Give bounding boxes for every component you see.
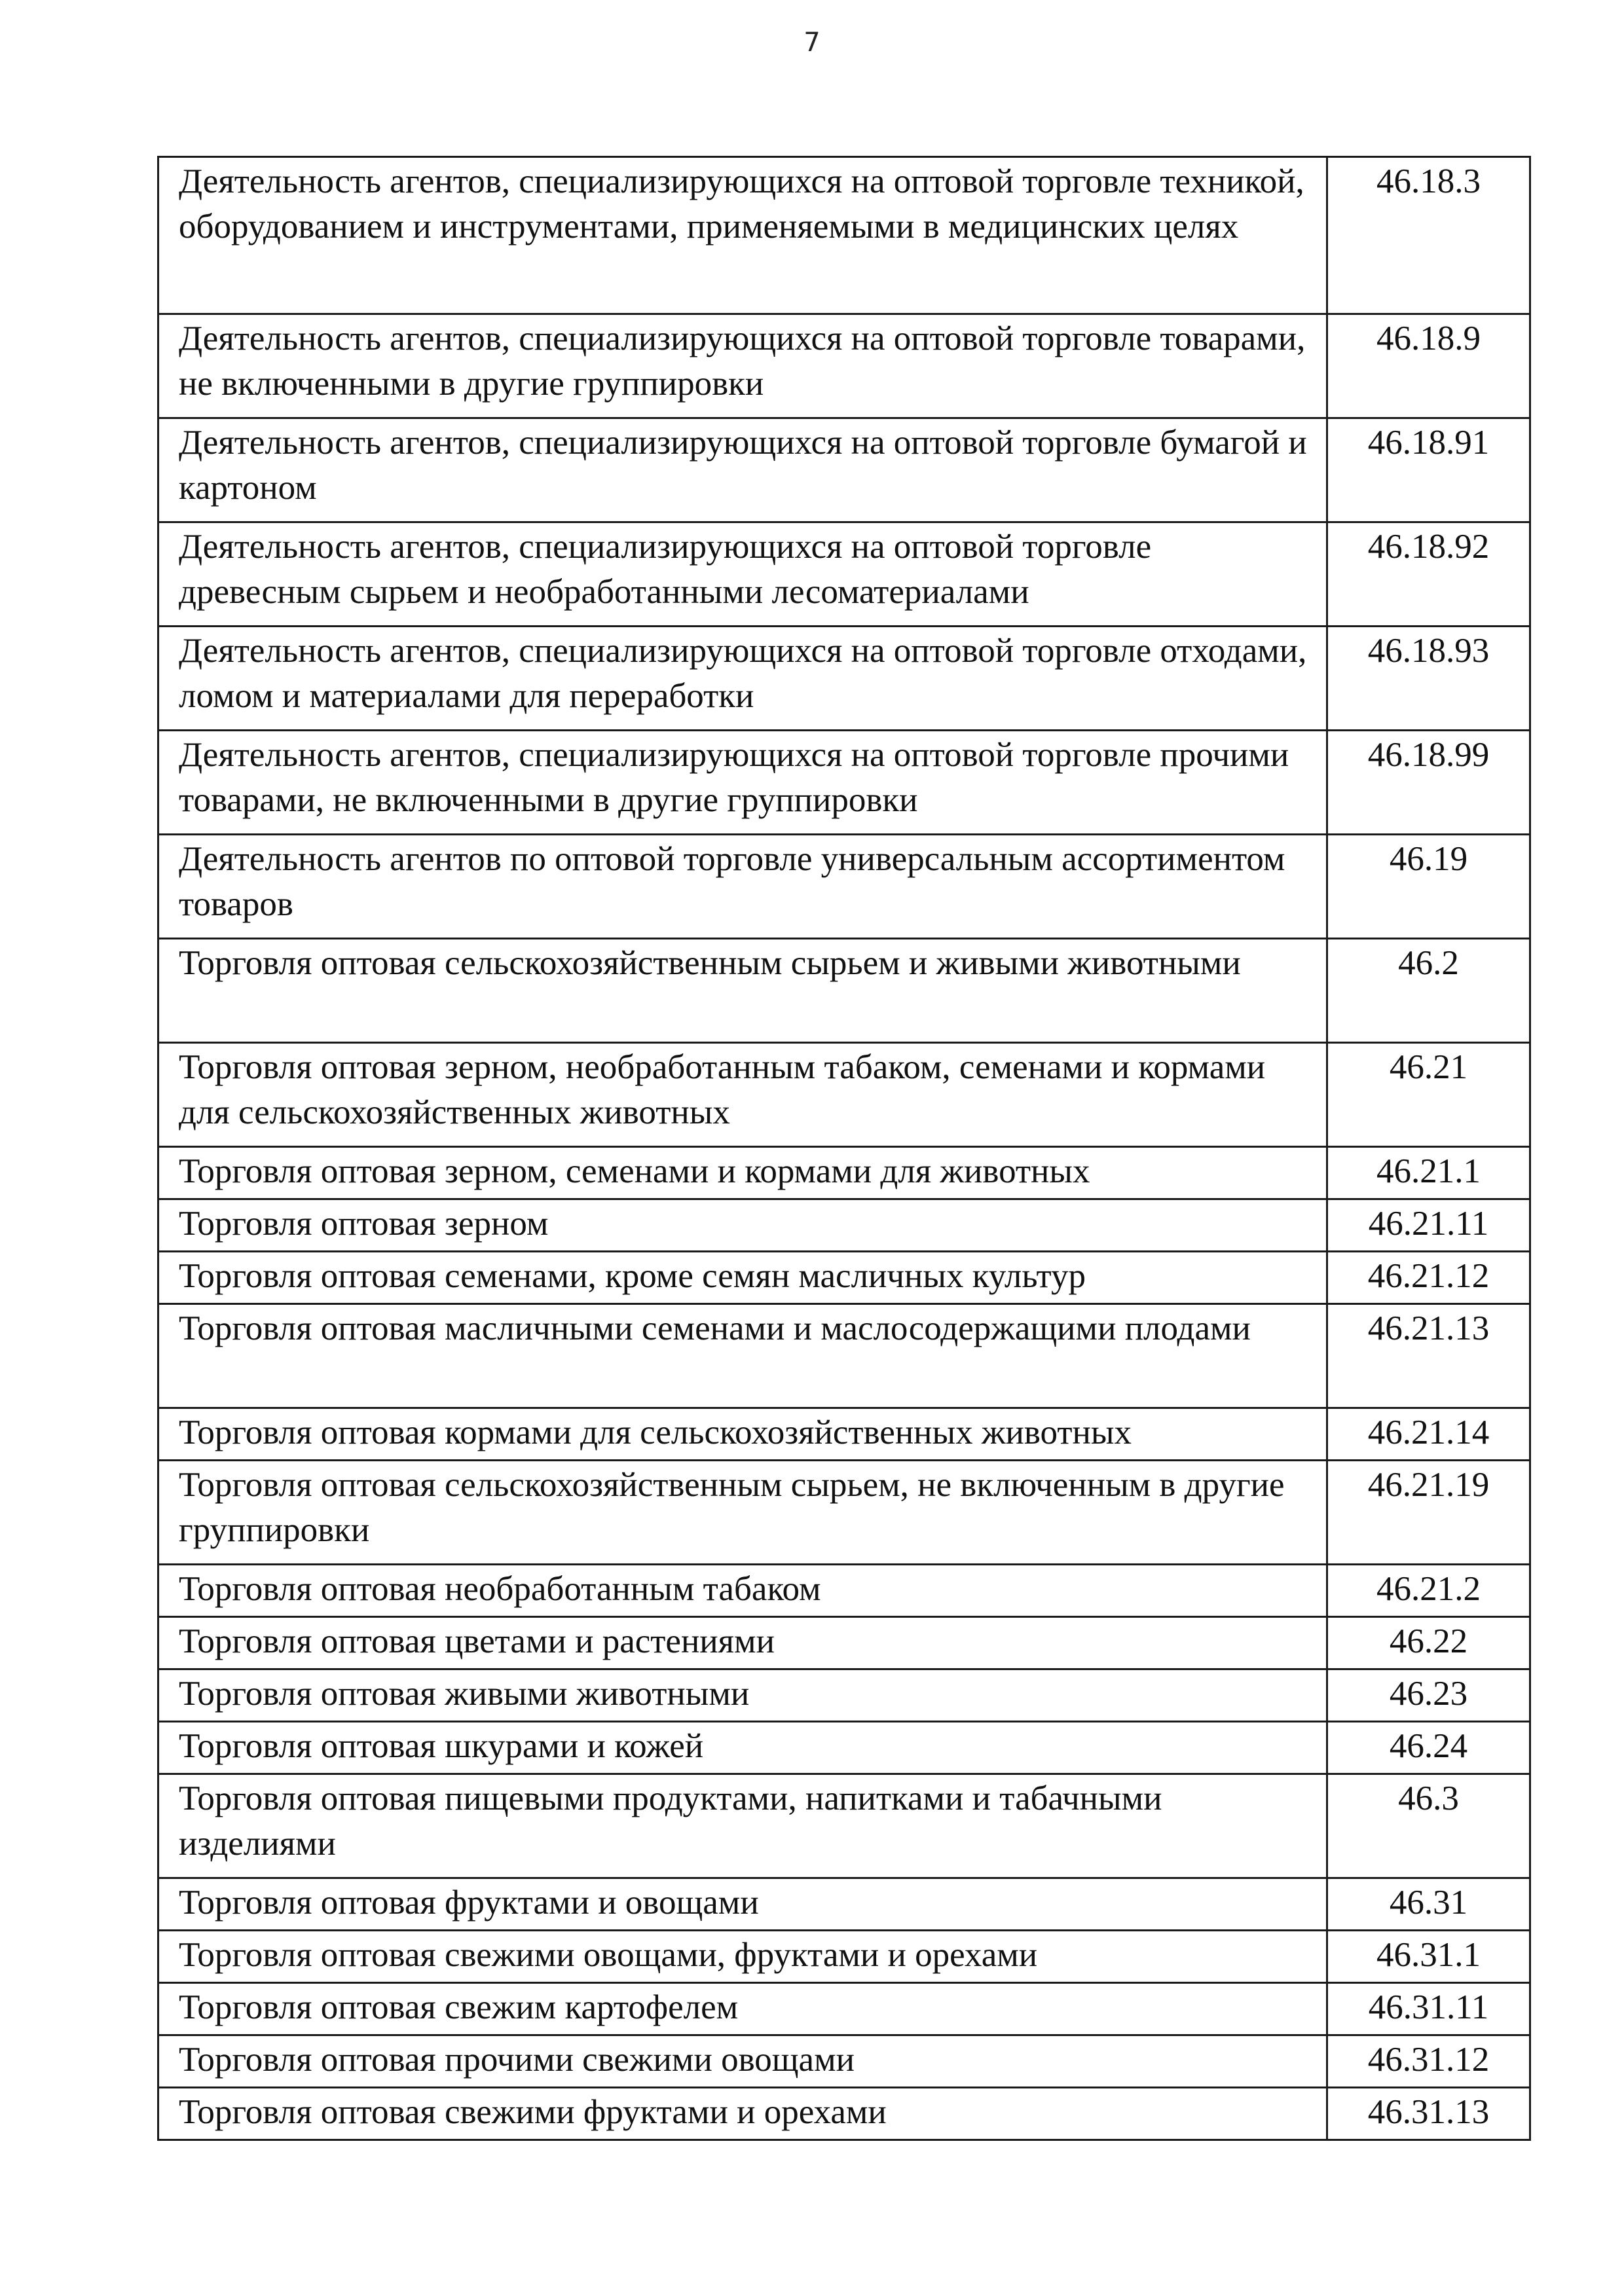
activity-code: 46.18.92 [1327, 522, 1530, 627]
activity-description: Торговля оптовая свежими фруктами и орехами [158, 2088, 1327, 2140]
activity-description: Торговля оптовая зерном [158, 1199, 1327, 1252]
activity-code: 46.2 [1327, 939, 1530, 1043]
activity-description: Торговля оптовая семенами, кроме семян масличных культур [158, 1252, 1327, 1304]
activity-description: Деятельность агентов, специализирующихся на оптовой торговле древесным сырьем и необработанными лесоматериалами [158, 522, 1327, 627]
table-row [158, 1565, 1530, 1617]
activity-code: 46.19 [1327, 835, 1530, 939]
activity-code: 46.21.11 [1327, 1199, 1530, 1252]
activity-code: 46.31.11 [1327, 1983, 1530, 2035]
activity-description: Торговля оптовая шкурами и кожей [158, 1722, 1327, 1774]
activity-description: Деятельность агентов, специализирующихся на оптовой торговле товарами, не включенными в другие группировки [158, 314, 1327, 418]
activity-description: Торговля оптовая сельскохозяйственным сырьем, не включенным в другие группировки [158, 1461, 1327, 1565]
activity-description: Деятельность агентов, специализирующихся на оптовой торговле отходами, ломом и материалами для переработки [158, 627, 1327, 731]
activity-code: 46.18.93 [1327, 627, 1530, 731]
activity-description: Деятельность агентов по оптовой торговле универсальным ассортиментом товаров [158, 835, 1327, 939]
table-row [158, 939, 1530, 1043]
table-row [158, 1043, 1530, 1147]
table-row [158, 2088, 1530, 2140]
activity-code: 46.21.12 [1327, 1252, 1530, 1304]
table-row [158, 1983, 1530, 2035]
activity-code: 46.3 [1327, 1774, 1530, 1878]
activity-description: Торговля оптовая масличными семенами и маслосодержащими плодами [158, 1304, 1327, 1408]
activity-description: Торговля оптовая живыми животными [158, 1669, 1327, 1722]
activity-code: 46.31.12 [1327, 2035, 1530, 2088]
activity-description: Торговля оптовая зерном, необработанным табаком, семенами и кормами для сельскохозяйственных животных [158, 1043, 1327, 1147]
activity-code: 46.21 [1327, 1043, 1530, 1147]
activity-code: 46.31 [1327, 1878, 1530, 1931]
activity-description: Торговля оптовая цветами и растениями [158, 1617, 1327, 1669]
activity-description: Торговля оптовая свежим картофелем [158, 1983, 1327, 2035]
activity-description: Торговля оптовая пищевыми продуктами, напитками и табачными изделиями [158, 1774, 1327, 1878]
table-row [158, 1617, 1530, 1669]
activity-description: Торговля оптовая зерном, семенами и кормами для животных [158, 1147, 1327, 1199]
activity-code: 46.21.1 [1327, 1147, 1530, 1199]
activity-code: 46.31.13 [1327, 2088, 1530, 2140]
activity-description: Торговля оптовая фруктами и овощами [158, 1878, 1327, 1931]
table-row [158, 1147, 1530, 1199]
activity-code: 46.18.3 [1327, 157, 1530, 314]
activity-code: 46.21.2 [1327, 1565, 1530, 1617]
table-row [158, 2035, 1530, 2088]
table-row [158, 1669, 1530, 1722]
table-row [158, 1931, 1530, 1983]
table-row [158, 627, 1530, 731]
table-row [158, 1199, 1530, 1252]
table-row [158, 418, 1530, 522]
activity-code: 46.21.19 [1327, 1461, 1530, 1565]
table-row [158, 1878, 1530, 1931]
table-row [158, 1461, 1530, 1565]
activity-description: Торговля оптовая сельскохозяйственным сырьем и живыми животными [158, 939, 1327, 1043]
table-row [158, 731, 1530, 835]
table-row [158, 522, 1530, 627]
activity-code: 46.21.14 [1327, 1408, 1530, 1461]
activity-description: Деятельность агентов, специализирующихся на оптовой торговле прочими товарами, не включенными в другие группировки [158, 731, 1327, 835]
activity-code: 46.22 [1327, 1617, 1530, 1669]
activity-code: 46.21.13 [1327, 1304, 1530, 1408]
activity-description: Деятельность агентов, специализирующихся на оптовой торговле бумагой и картоном [158, 418, 1327, 522]
table-row [158, 835, 1530, 939]
activity-description: Торговля оптовая кормами для сельскохозяйственных животных [158, 1408, 1327, 1461]
okved-table [157, 156, 1531, 2141]
activity-code: 46.31.1 [1327, 1931, 1530, 1983]
activity-description: Торговля оптовая прочими свежими овощами [158, 2035, 1327, 2088]
activity-code: 46.24 [1327, 1722, 1530, 1774]
activity-code: 46.18.9 [1327, 314, 1530, 418]
activity-code: 46.18.91 [1327, 418, 1530, 522]
table-row [158, 1774, 1530, 1878]
activity-description: Торговля оптовая необработанным табаком [158, 1565, 1327, 1617]
table-row [158, 1408, 1530, 1461]
table-row [158, 314, 1530, 418]
activity-code: 46.18.99 [1327, 731, 1530, 835]
activity-code: 46.23 [1327, 1669, 1530, 1722]
page-number: 7 [803, 27, 821, 58]
table-row [158, 157, 1530, 314]
activity-description: Торговля оптовая свежими овощами, фруктами и орехами [158, 1931, 1327, 1983]
table-row [158, 1252, 1530, 1304]
activity-description: Деятельность агентов, специализирующихся на оптовой торговле техникой, оборудованием и инструментами, применяемыми в медицинских целях [158, 157, 1327, 314]
table-row [158, 1722, 1530, 1774]
table-row [158, 1304, 1530, 1408]
